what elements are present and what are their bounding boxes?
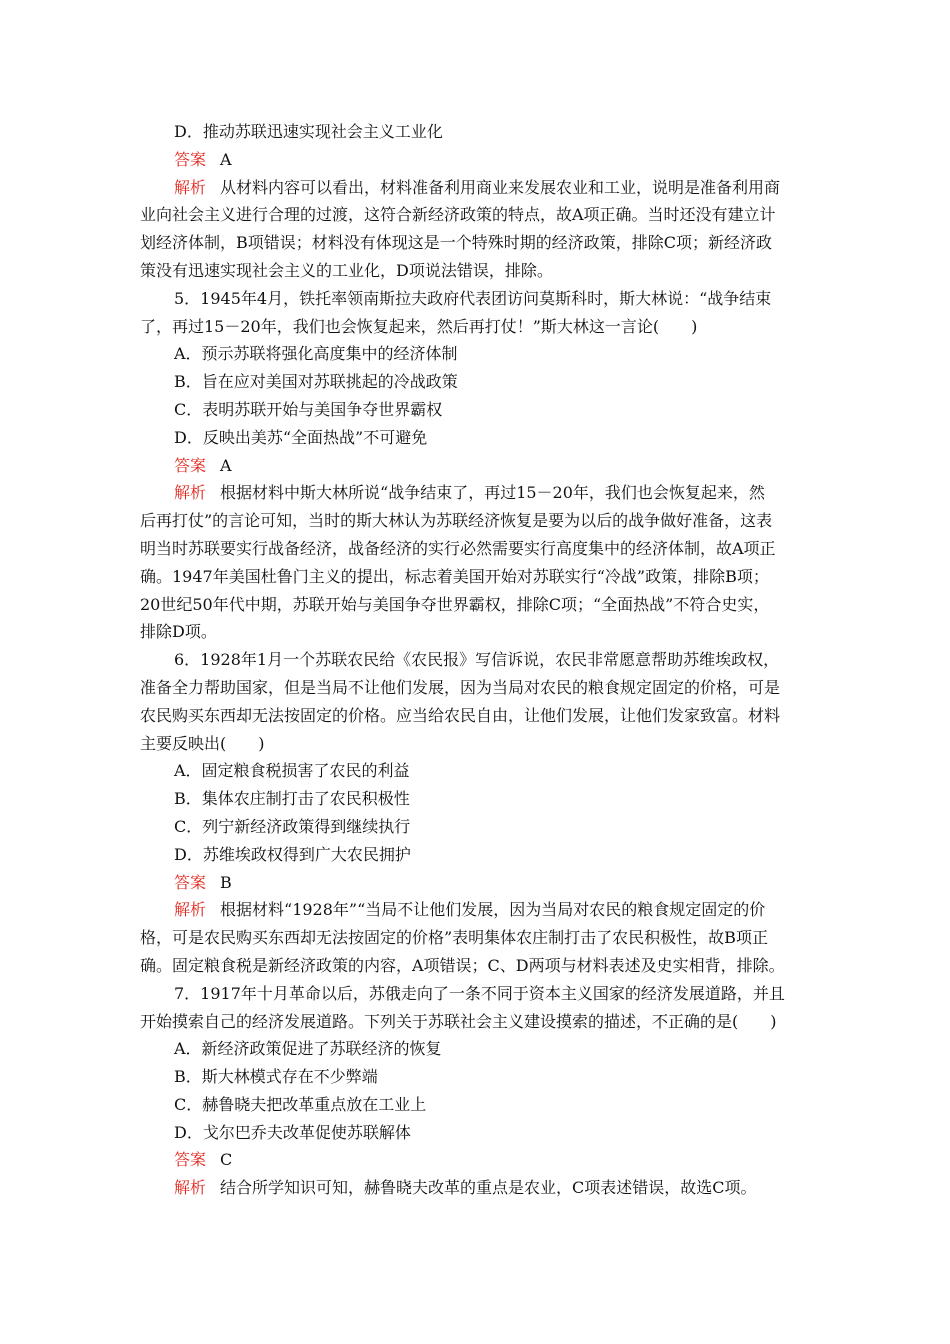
q5-analysis-line-3: 明当时苏联要实行战备经济，战备经济的实行必然需要实行高度集中的经济体制，故A项正	[140, 538, 776, 558]
q4-analysis-line-1	[140, 174, 825, 202]
analysis-text: 从材料内容可以看出，材料准备利用商业来发展农业和工业，说明是准备利用商	[220, 177, 781, 197]
q6-analysis-line-3: 确。固定粮食税是新经济政策的内容，A项错误；C、D两项与材料表述及史实相背，排除。	[140, 955, 785, 975]
analysis-label: 解析	[174, 1178, 207, 1198]
q5-option-b: B．旨在应对美国对苏联挑起的冷战政策	[174, 372, 458, 392]
q5-analysis-line-5: 20世纪50年代中期，苏联开始与美国争夺世界霸权，排除C项；“全面热战”不符合史实，	[140, 594, 770, 614]
q6-option-b: B．集体农庄制打击了农民积极性	[174, 789, 410, 809]
q5-option-a: A．预示苏联将强化高度集中的经济体制	[174, 344, 458, 364]
q5-stem-line-2: 了，再过15－20年，我们也会恢复起来，然后再打仗！”斯大林这一言论( )	[140, 316, 698, 336]
answer-label: 答案	[174, 872, 207, 892]
answer-label: 答案	[174, 455, 207, 475]
q5-analysis-line-6: 排除D项。	[140, 622, 217, 642]
q5-option-c: C．表明苏联开始与美国争夺世界霸权	[174, 399, 443, 419]
analysis-text: 根据材料“1928年”“当局不让他们发展，因为当局对农民的粮食规定固定的价	[220, 900, 766, 920]
q5-option-d: D．反映出美苏“全面热战”不可避免	[174, 427, 428, 447]
q5-stem-line-1: 5．1945年4月，铁托率领南斯拉夫政府代表团访问莫斯科时，斯大林说：“战争结束	[174, 288, 772, 308]
q7-answer	[140, 1146, 825, 1174]
q7-stem-line-2: 开始摸索自己的经济发展道路。下列关于苏联社会主义建设摸索的描述，不正确的是( )	[140, 1011, 777, 1031]
q4-analysis-line-2: 业向社会主义进行合理的过渡，这符合新经济政策的特点，故A项正确。当时还没有建立计	[140, 205, 776, 225]
q6-option-d: D．苏维埃政权得到广大农民拥护	[174, 844, 411, 864]
document-body	[140, 118, 825, 1202]
q7-option-c: C．赫鲁晓夫把改革重点放在工业上	[174, 1094, 427, 1114]
q6-stem-line-3: 农民购买东西却无法按固定的价格。应当给农民自由，让他们发展，让他们发家致富。材料	[140, 705, 781, 725]
q7-stem-line-1: 7．1917年十月革命以后，苏俄走向了一条不同于资本主义国家的经济发展道路，并且	[174, 983, 785, 1003]
q7-option-a: A．新经济政策促进了苏联经济的恢复	[174, 1039, 442, 1059]
q4-analysis-line-4: 策没有迅速实现社会主义的工业化，D项说法错误，排除。	[140, 260, 553, 280]
q6-stem-line-1: 6．1928年1月一个苏联农民给《农民报》写信诉说，农民非常愿意帮助苏维埃政权，	[174, 650, 780, 670]
answer-value: C	[220, 1150, 233, 1170]
q7-option-d: D．戈尔巴乔夫改革促使苏联解体	[174, 1122, 411, 1142]
q6-answer	[140, 869, 825, 897]
answer-value: A	[220, 455, 232, 475]
q6-stem-line-2: 准备全力帮助国家，但是当局不让他们发展，因为当局对农民的粮食规定固定的价格，可是	[140, 677, 781, 697]
analysis-text: 结合所学知识可知，赫鲁晓夫改革的重点是农业，C项表述错误，故选C项。	[220, 1178, 757, 1198]
q6-option-a: A．固定粮食税损害了农民的利益	[174, 761, 410, 781]
q4-answer	[140, 146, 825, 174]
q4-analysis-line-3: 划经济体制，B项错误；材料没有体现这是一个特殊时期的经济政策，排除C项；新经济政	[140, 233, 773, 253]
q7-analysis-line-1	[140, 1174, 825, 1202]
q6-option-c: C．列宁新经济政策得到继续执行	[174, 816, 411, 836]
analysis-label: 解析	[174, 177, 207, 197]
answer-label: 答案	[174, 149, 207, 169]
q5-answer	[140, 452, 825, 480]
q7-option-b: B．斯大林模式存在不少弊端	[174, 1067, 378, 1087]
q5-analysis-line-2: 后再打仗”的言论可知，当时的斯大林认为苏联经济恢复是要为以后的战争做好准备，这表	[140, 511, 773, 531]
q6-stem-line-4: 主要反映出( )	[140, 733, 265, 753]
answer-value: B	[220, 872, 232, 892]
q6-analysis-line-1	[140, 896, 825, 924]
analysis-label: 解析	[174, 900, 207, 920]
q4-option-d: D．推动苏联迅速实现社会主义工业化	[174, 122, 443, 141]
q5-analysis-line-1	[140, 479, 825, 507]
answer-value: A	[220, 149, 232, 169]
analysis-text: 根据材料中斯大林所说“战争结束了，再过15－20年，我们也会恢复起来，然	[220, 483, 765, 503]
answer-label: 答案	[174, 1150, 207, 1170]
analysis-label: 解析	[174, 483, 207, 503]
q5-analysis-line-4: 确。1947年美国杜鲁门主义的提出，标志着美国开始对苏联实行“冷战”政策，排除B项；	[140, 566, 769, 586]
q6-analysis-line-2: 格，可是农民购买东西却无法按固定的价格”表明集体农庄制打击了农民积极性，故B项正	[140, 928, 768, 948]
